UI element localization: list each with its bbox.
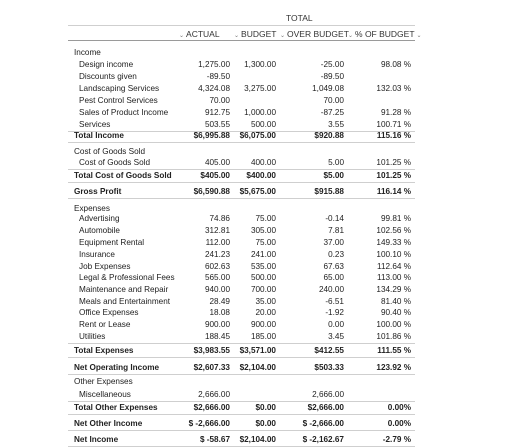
row-divider	[68, 142, 415, 143]
row-label: Net Operating Income	[74, 363, 160, 372]
row-divider	[68, 182, 415, 183]
cell-budget[interactable]: 400.00	[250, 158, 276, 167]
cell-budget[interactable]: 20.00	[255, 308, 276, 317]
cell-over[interactable]: 67.63	[323, 262, 344, 271]
column-header-budget[interactable]: ⌄ BUDGET	[234, 29, 277, 39]
cell-over[interactable]: 2,666.00	[312, 390, 344, 399]
cell-actual[interactable]: 112.00	[205, 238, 230, 247]
cell-actual[interactable]: 28.49	[209, 297, 230, 306]
row-label: Sales of Product Income	[79, 108, 169, 117]
section-header-row	[0, 376, 530, 388]
cell-actual[interactable]: 70.00	[209, 96, 230, 105]
header-divider	[68, 40, 415, 41]
column-header-actual[interactable]: ⌄ ACTUAL	[179, 29, 220, 39]
cell-over[interactable]: 240.00	[318, 285, 344, 294]
cell-actual[interactable]: 74.86	[209, 214, 230, 223]
cell-pct: 100.71 %	[376, 120, 411, 129]
cell-budget[interactable]: 500.00	[250, 273, 276, 282]
cell-budget[interactable]: 535.00	[250, 262, 276, 271]
row-label: Income	[74, 48, 101, 57]
row-label: Discounts given	[79, 72, 137, 81]
table-row[interactable]	[0, 83, 530, 95]
table-row[interactable]	[0, 225, 530, 237]
cell-over[interactable]: -89.50	[320, 72, 344, 81]
cell-pct: 102.56 %	[376, 226, 411, 235]
cell-budget[interactable]: $5,675.00	[239, 187, 276, 196]
total-row[interactable]	[0, 345, 530, 357]
cell-actual[interactable]: 2,666.00	[198, 390, 230, 399]
cell-pct: 0.00%	[387, 403, 411, 412]
row-label: Services	[79, 120, 111, 129]
cell-budget[interactable]: 500.00	[250, 120, 276, 129]
cell-over[interactable]: 37.00	[323, 238, 344, 247]
table-row[interactable]	[0, 307, 530, 319]
row-label: Net Other Income	[74, 419, 143, 428]
cell-over[interactable]: $5.00	[323, 171, 344, 180]
cell-over[interactable]: 3.55	[328, 120, 344, 129]
cell-actual[interactable]: 900.00	[204, 320, 230, 329]
row-label: Design income	[79, 60, 134, 69]
cell-actual[interactable]: $3,983.55	[193, 346, 230, 355]
cell-actual[interactable]: 18.08	[209, 308, 230, 317]
cell-over[interactable]: $2,666.00	[307, 403, 344, 412]
cell-pct: 115.16 %	[376, 131, 411, 140]
cell-actual[interactable]: 4,324.08	[198, 84, 230, 93]
cell-actual[interactable]: 405.00	[204, 158, 230, 167]
row-label: Insurance	[79, 250, 115, 259]
table-row[interactable]	[0, 213, 530, 225]
row-label: Cost of Goods Sold	[74, 147, 145, 156]
total-row[interactable]	[0, 418, 530, 430]
cell-pct: 132.03 %	[376, 84, 411, 93]
row-divider	[68, 343, 415, 344]
row-label: Miscellaneous	[79, 390, 131, 399]
total-row[interactable]	[0, 362, 530, 374]
cell-over[interactable]: 0.00	[328, 320, 344, 329]
table-row[interactable]	[0, 59, 530, 71]
table-row[interactable]	[0, 237, 530, 249]
cell-pct: 99.81 %	[380, 214, 411, 223]
row-label: Office Expenses	[79, 308, 139, 317]
row-label: Maintenance and Repair	[79, 285, 169, 294]
cell-over[interactable]: -25.00	[320, 60, 344, 69]
row-label: Net Income	[74, 435, 119, 444]
total-row[interactable]	[0, 434, 530, 446]
cell-pct: 100.10 %	[376, 250, 411, 259]
sort-caret-icon: ⌄	[280, 33, 286, 39]
cell-budget[interactable]: 1,300.00	[244, 60, 276, 69]
cell-pct: 101.86 %	[376, 332, 411, 341]
row-label: Total Cost of Goods Sold	[74, 171, 172, 180]
cell-over[interactable]: 1,049.08	[312, 84, 344, 93]
cell-budget[interactable]: $6,075.00	[239, 131, 276, 140]
row-label: Equipment Rental	[79, 238, 145, 247]
column-header-pct-of-budget[interactable]: ⌄ % OF BUDGET ⌄	[348, 29, 422, 39]
cell-pct: -2.79 %	[382, 435, 411, 444]
total-row[interactable]	[0, 130, 530, 142]
cell-actual[interactable]: 1,275.00	[198, 60, 230, 69]
row-divider	[68, 374, 415, 375]
cell-budget[interactable]: 241.00	[250, 250, 276, 259]
cell-pct: 134.29 %	[376, 285, 411, 294]
cell-actual[interactable]: $ -2,666.00	[188, 419, 230, 428]
row-label: Legal & Professional Fees	[79, 273, 175, 282]
cell-budget[interactable]: 75.00	[255, 214, 276, 223]
row-label: Automobile	[79, 226, 120, 235]
cell-over[interactable]: $412.55	[314, 346, 344, 355]
table-row[interactable]	[0, 249, 530, 261]
row-label: Other Expenses	[74, 377, 133, 386]
row-label: Rent or Lease	[79, 320, 131, 329]
total-header: TOTAL	[286, 13, 313, 23]
cell-over[interactable]: -0.14	[325, 214, 344, 223]
cell-over[interactable]: $ -2,666.00	[302, 419, 344, 428]
cell-pct: 100.00 %	[376, 320, 411, 329]
cell-budget[interactable]: $2,104.00	[239, 435, 276, 444]
row-label: Total Expenses	[74, 346, 134, 355]
sort-caret-icon: ⌄	[234, 33, 240, 39]
row-label: Meals and Entertainment	[79, 297, 171, 306]
cell-actual[interactable]: 312.81	[204, 226, 230, 235]
table-row[interactable]	[0, 71, 530, 83]
cell-over[interactable]: -87.25	[320, 108, 344, 117]
sort-caret-icon: ⌄	[416, 33, 422, 39]
row-label: Cost of Goods Sold	[79, 158, 150, 167]
table-row[interactable]	[0, 107, 530, 119]
cell-actual[interactable]: -89.50	[206, 72, 230, 81]
cell-budget[interactable]: 305.00	[250, 226, 276, 235]
cell-budget[interactable]: 3,275.00	[244, 84, 276, 93]
row-divider	[68, 430, 415, 431]
cell-over[interactable]: -1.92	[325, 308, 344, 317]
row-label: Total Income	[74, 131, 124, 140]
sort-caret-icon: ⌄	[348, 33, 354, 39]
table-row[interactable]	[0, 389, 530, 401]
cell-actual[interactable]: $ -58.67	[199, 435, 230, 444]
cell-pct: 0.00%	[387, 419, 411, 428]
cell-over[interactable]: $920.88	[314, 131, 344, 140]
cell-budget[interactable]: 75.00	[255, 238, 276, 247]
row-label: Total Other Expenses	[74, 403, 158, 412]
table-row[interactable]	[0, 157, 530, 169]
cell-pct: 112.64 %	[377, 262, 411, 271]
cell-actual[interactable]: $2,607.33	[193, 363, 230, 372]
cell-pct: 116.14 %	[376, 187, 411, 196]
cell-over[interactable]: 7.81	[328, 226, 344, 235]
cell-pct: 91.28 %	[380, 108, 411, 117]
cell-pct: 149.33 %	[376, 238, 411, 247]
sort-caret-icon: ⌄	[179, 33, 185, 39]
cell-budget[interactable]: $400.00	[246, 171, 276, 180]
cell-pct: 123.92 %	[376, 363, 411, 372]
cell-actual[interactable]: 565.00	[204, 273, 230, 282]
top-divider	[68, 25, 415, 26]
section-header-row	[0, 47, 530, 59]
total-row[interactable]	[0, 170, 530, 182]
cell-budget[interactable]: $0.00	[255, 419, 276, 428]
row-label: Landscaping Services	[79, 84, 160, 93]
cell-budget[interactable]: 900.00	[250, 320, 276, 329]
cell-budget[interactable]: $3,571.00	[239, 346, 276, 355]
cell-over[interactable]: -6.51	[325, 297, 344, 306]
row-divider	[68, 357, 415, 358]
row-label: Expenses	[74, 204, 110, 213]
cell-budget[interactable]: 1,000.00	[244, 108, 276, 117]
cell-actual[interactable]: $6,590.88	[193, 187, 230, 196]
cell-actual[interactable]: 503.55	[204, 120, 230, 129]
cell-actual[interactable]: 940.00	[204, 285, 230, 294]
total-row[interactable]	[0, 402, 530, 414]
cell-budget[interactable]: $2,104.00	[239, 363, 276, 372]
table-row[interactable]	[0, 95, 530, 107]
cell-budget[interactable]: $0.00	[255, 403, 276, 412]
cell-actual[interactable]: 241.23	[204, 250, 230, 259]
cell-pct: 101.25 %	[376, 158, 411, 167]
cell-actual[interactable]: 912.75	[204, 108, 230, 117]
cell-over[interactable]: 5.00	[328, 158, 344, 167]
cell-over[interactable]: 65.00	[323, 273, 344, 282]
column-header-over-budget[interactable]: ⌄ OVER BUDGET	[280, 29, 349, 39]
cell-over[interactable]: $503.33	[314, 363, 344, 372]
cell-actual[interactable]: $405.00	[200, 171, 230, 180]
cell-budget[interactable]: 35.00	[255, 297, 276, 306]
cell-actual[interactable]: $6,995.88	[193, 131, 230, 140]
cell-over[interactable]: $915.88	[314, 187, 344, 196]
cell-pct: 81.40 %	[380, 297, 411, 306]
cell-pct: 90.40 %	[380, 308, 411, 317]
table-row[interactable]	[0, 331, 530, 343]
cell-budget[interactable]: 185.00	[250, 332, 276, 341]
table-row[interactable]	[0, 319, 530, 331]
row-label: Utilities	[79, 332, 106, 341]
cell-actual[interactable]: $2,666.00	[193, 403, 230, 412]
row-label: Advertising	[79, 214, 120, 223]
cell-over[interactable]: 70.00	[323, 96, 344, 105]
row-label: Gross Profit	[74, 187, 122, 196]
row-label: Pest Control Services	[79, 96, 158, 105]
cell-pct: 101.25 %	[376, 171, 411, 180]
cell-pct: 98.08 %	[380, 60, 411, 69]
table-row[interactable]	[0, 284, 530, 296]
cell-actual[interactable]: 602.63	[204, 262, 230, 271]
cell-over[interactable]: 0.23	[328, 250, 344, 259]
cell-over[interactable]: 3.45	[328, 332, 344, 341]
row-divider	[68, 198, 415, 199]
cell-actual[interactable]: 188.45	[204, 332, 230, 341]
cell-pct: 113.00 %	[377, 273, 411, 282]
cell-over[interactable]: $ -2,162.67	[302, 435, 344, 444]
row-divider	[68, 414, 415, 415]
cell-pct: 111.55 %	[377, 346, 411, 355]
row-label: Job Expenses	[79, 262, 131, 271]
table-row[interactable]	[0, 272, 530, 284]
total-row[interactable]	[0, 186, 530, 198]
cell-budget[interactable]: 700.00	[250, 285, 276, 294]
